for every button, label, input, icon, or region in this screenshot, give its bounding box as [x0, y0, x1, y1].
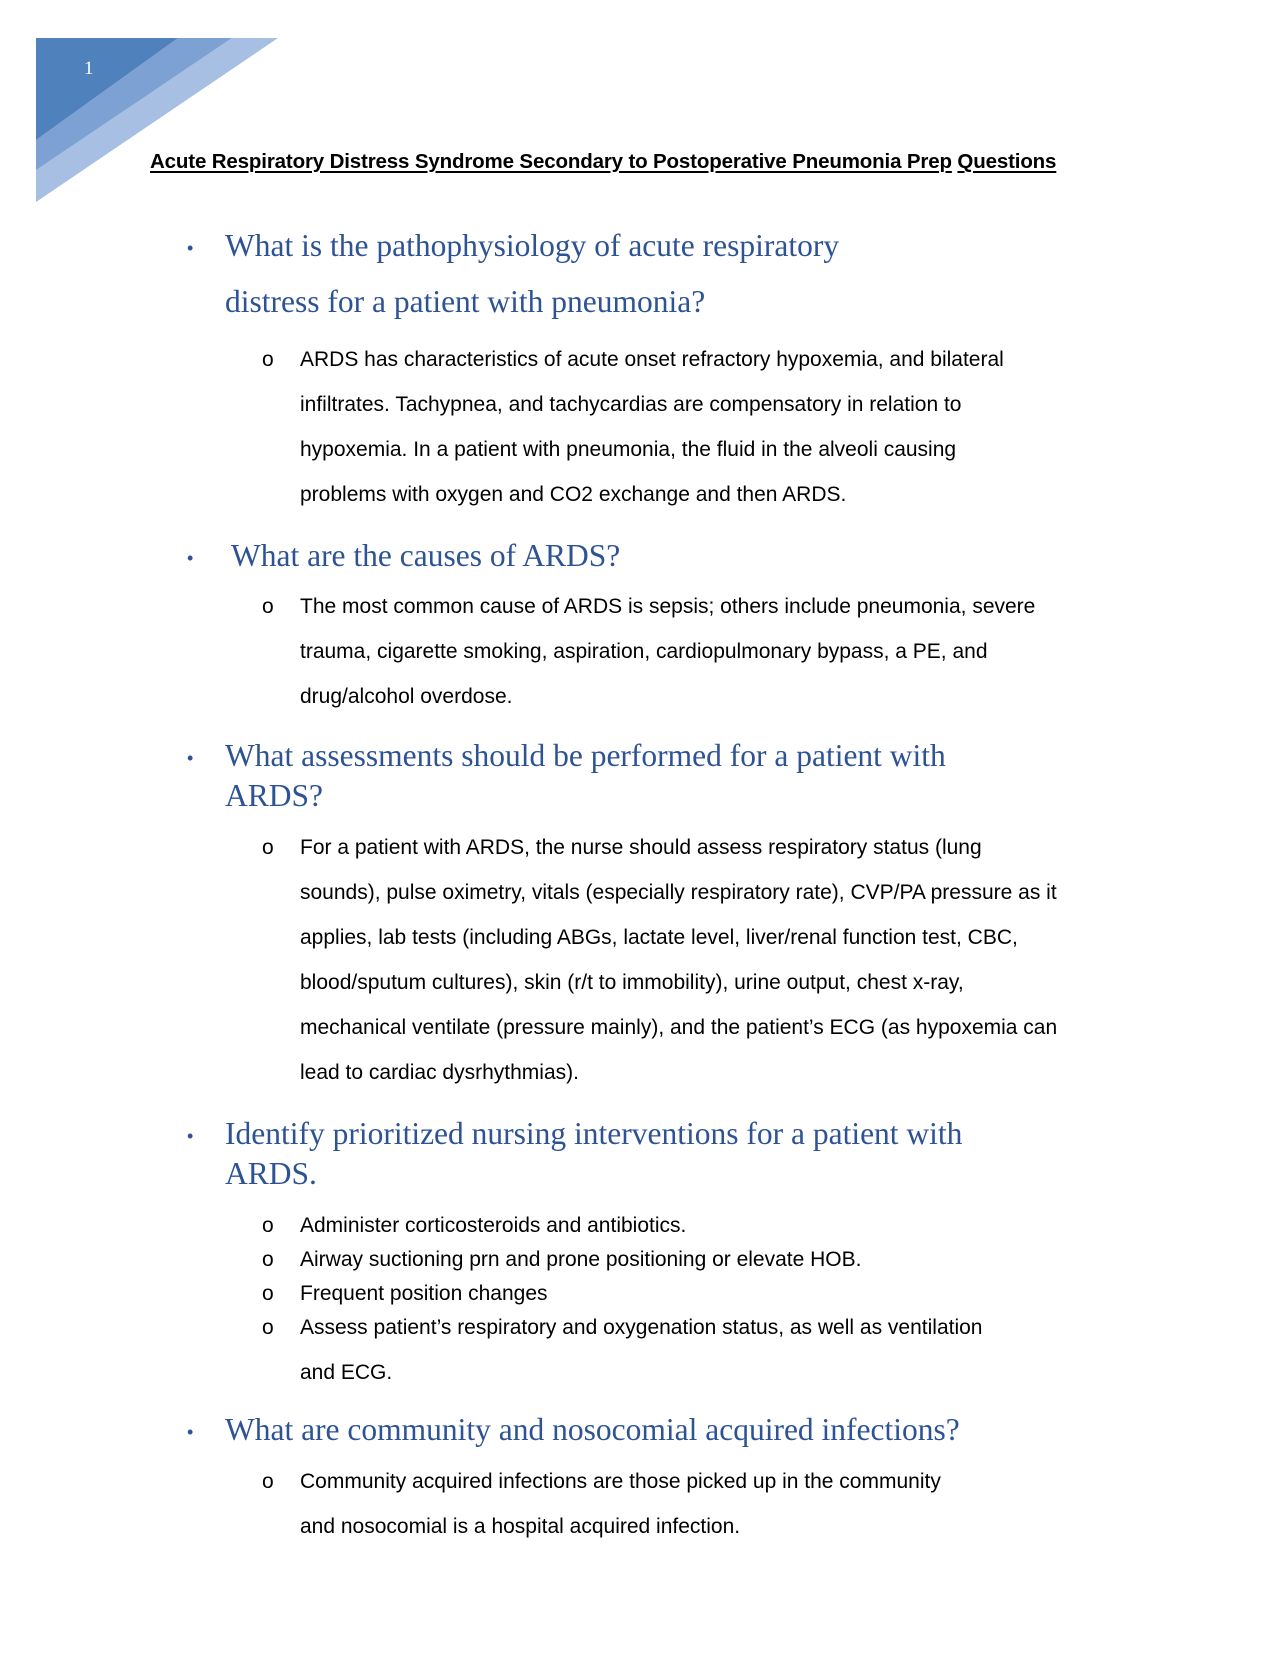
answer-bullet: o	[262, 1282, 274, 1305]
question-bullet: •	[187, 238, 194, 258]
answer-5-line-2: and nosocomial is a hospital acquired infection.	[300, 1515, 741, 1538]
question-bullet: •	[187, 748, 194, 768]
question-bullet: •	[187, 548, 194, 568]
answer-1-line-3: hypoxemia. In a patient with pneumonia, the fluid in the alveoli causing	[300, 438, 957, 461]
answer-4-item-1-text: Administer corticosteroids and antibiotics.	[300, 1214, 687, 1237]
answer-4-item-2-text: Airway suctioning prn and prone positioning or elevate HOB.	[300, 1248, 862, 1271]
answer-2-line-1: The most common cause of ARDS is sepsis; others include pneumonia, severe	[300, 595, 1036, 618]
page-number: 1	[84, 58, 94, 79]
question-3-line-2: ARDS?	[225, 778, 324, 813]
answer-bullet: o	[262, 595, 274, 618]
answer-5-line-1: Community acquired infections are those picked up in the community	[300, 1470, 941, 1493]
answer-bullet: o	[262, 1316, 274, 1339]
answer-3-line-3: applies, lab tests (including ABGs, lactate level, liver/renal function test, CBC,	[300, 926, 1018, 949]
question-bullet: •	[187, 1126, 194, 1146]
question-4-line-1: Identify prioritized nursing interventions for a patient with	[225, 1116, 963, 1151]
question-4-line-2: ARDS.	[225, 1156, 317, 1191]
answer-bullet: o	[262, 1214, 274, 1237]
document-title	[150, 150, 1056, 174]
answer-4-item-3-text: Frequent position changes	[300, 1282, 548, 1305]
answer-4-item-4-text: Assess patient’s respiratory and oxygenation status, as well as ventilation	[300, 1316, 983, 1339]
question-5-line-1: What are community and nosocomial acquired infections?	[225, 1412, 960, 1447]
answer-bullet: o	[262, 348, 274, 371]
answer-3-line-1: For a patient with ARDS, the nurse should assess respiratory status (lung	[300, 836, 982, 859]
answer-2-line-3: drug/alcohol overdose.	[300, 685, 513, 708]
answer-bullet: o	[262, 836, 274, 859]
answer-4-item-4-continued: and ECG.	[300, 1361, 393, 1384]
document-title-main: Acute Respiratory Distress Syndrome Secondary to Postoperative Pneumonia Prep	[150, 150, 952, 173]
answer-3-line-5: mechanical ventilate (pressure mainly), and the patient’s ECG (as hypoxemia can	[300, 1016, 1058, 1039]
question-1-line-1: What is the pathophysiology of acute respiratory	[225, 228, 840, 263]
question-1-line-2: distress for a patient with pneumonia?	[225, 284, 706, 319]
question-bullet: •	[187, 1422, 194, 1442]
answer-1-line-2: infiltrates. Tachypnea, and tachycardias are compensatory in relation to	[300, 393, 962, 416]
answer-1-line-1: ARDS has characteristics of acute onset refractory hypoxemia, and bilateral	[300, 348, 1004, 371]
answer-2-line-2: trauma, cigarette smoking, aspiration, cardiopulmonary bypass, a PE, and	[300, 640, 988, 663]
answer-bullet: o	[262, 1248, 274, 1271]
corner-decoration	[0, 0, 290, 210]
answer-3-line-2: sounds), pulse oximetry, vitals (especially respiratory rate), CVP/PA pressure as it	[300, 881, 1057, 904]
answer-3-line-6: lead to cardiac dysrhythmias).	[300, 1061, 579, 1084]
answer-3-line-4: blood/sputum cultures), skin (r/t to immobility), urine output, chest x-ray,	[300, 971, 964, 994]
document-title-end: Questions	[957, 150, 1057, 173]
question-3-line-1: What assessments should be performed for a patient with	[225, 738, 946, 773]
question-2-line-1: What are the causes of ARDS?	[231, 538, 621, 573]
answer-bullet: o	[262, 1470, 274, 1493]
answer-1-line-4: problems with oxygen and CO2 exchange and then ARDS.	[300, 483, 847, 506]
